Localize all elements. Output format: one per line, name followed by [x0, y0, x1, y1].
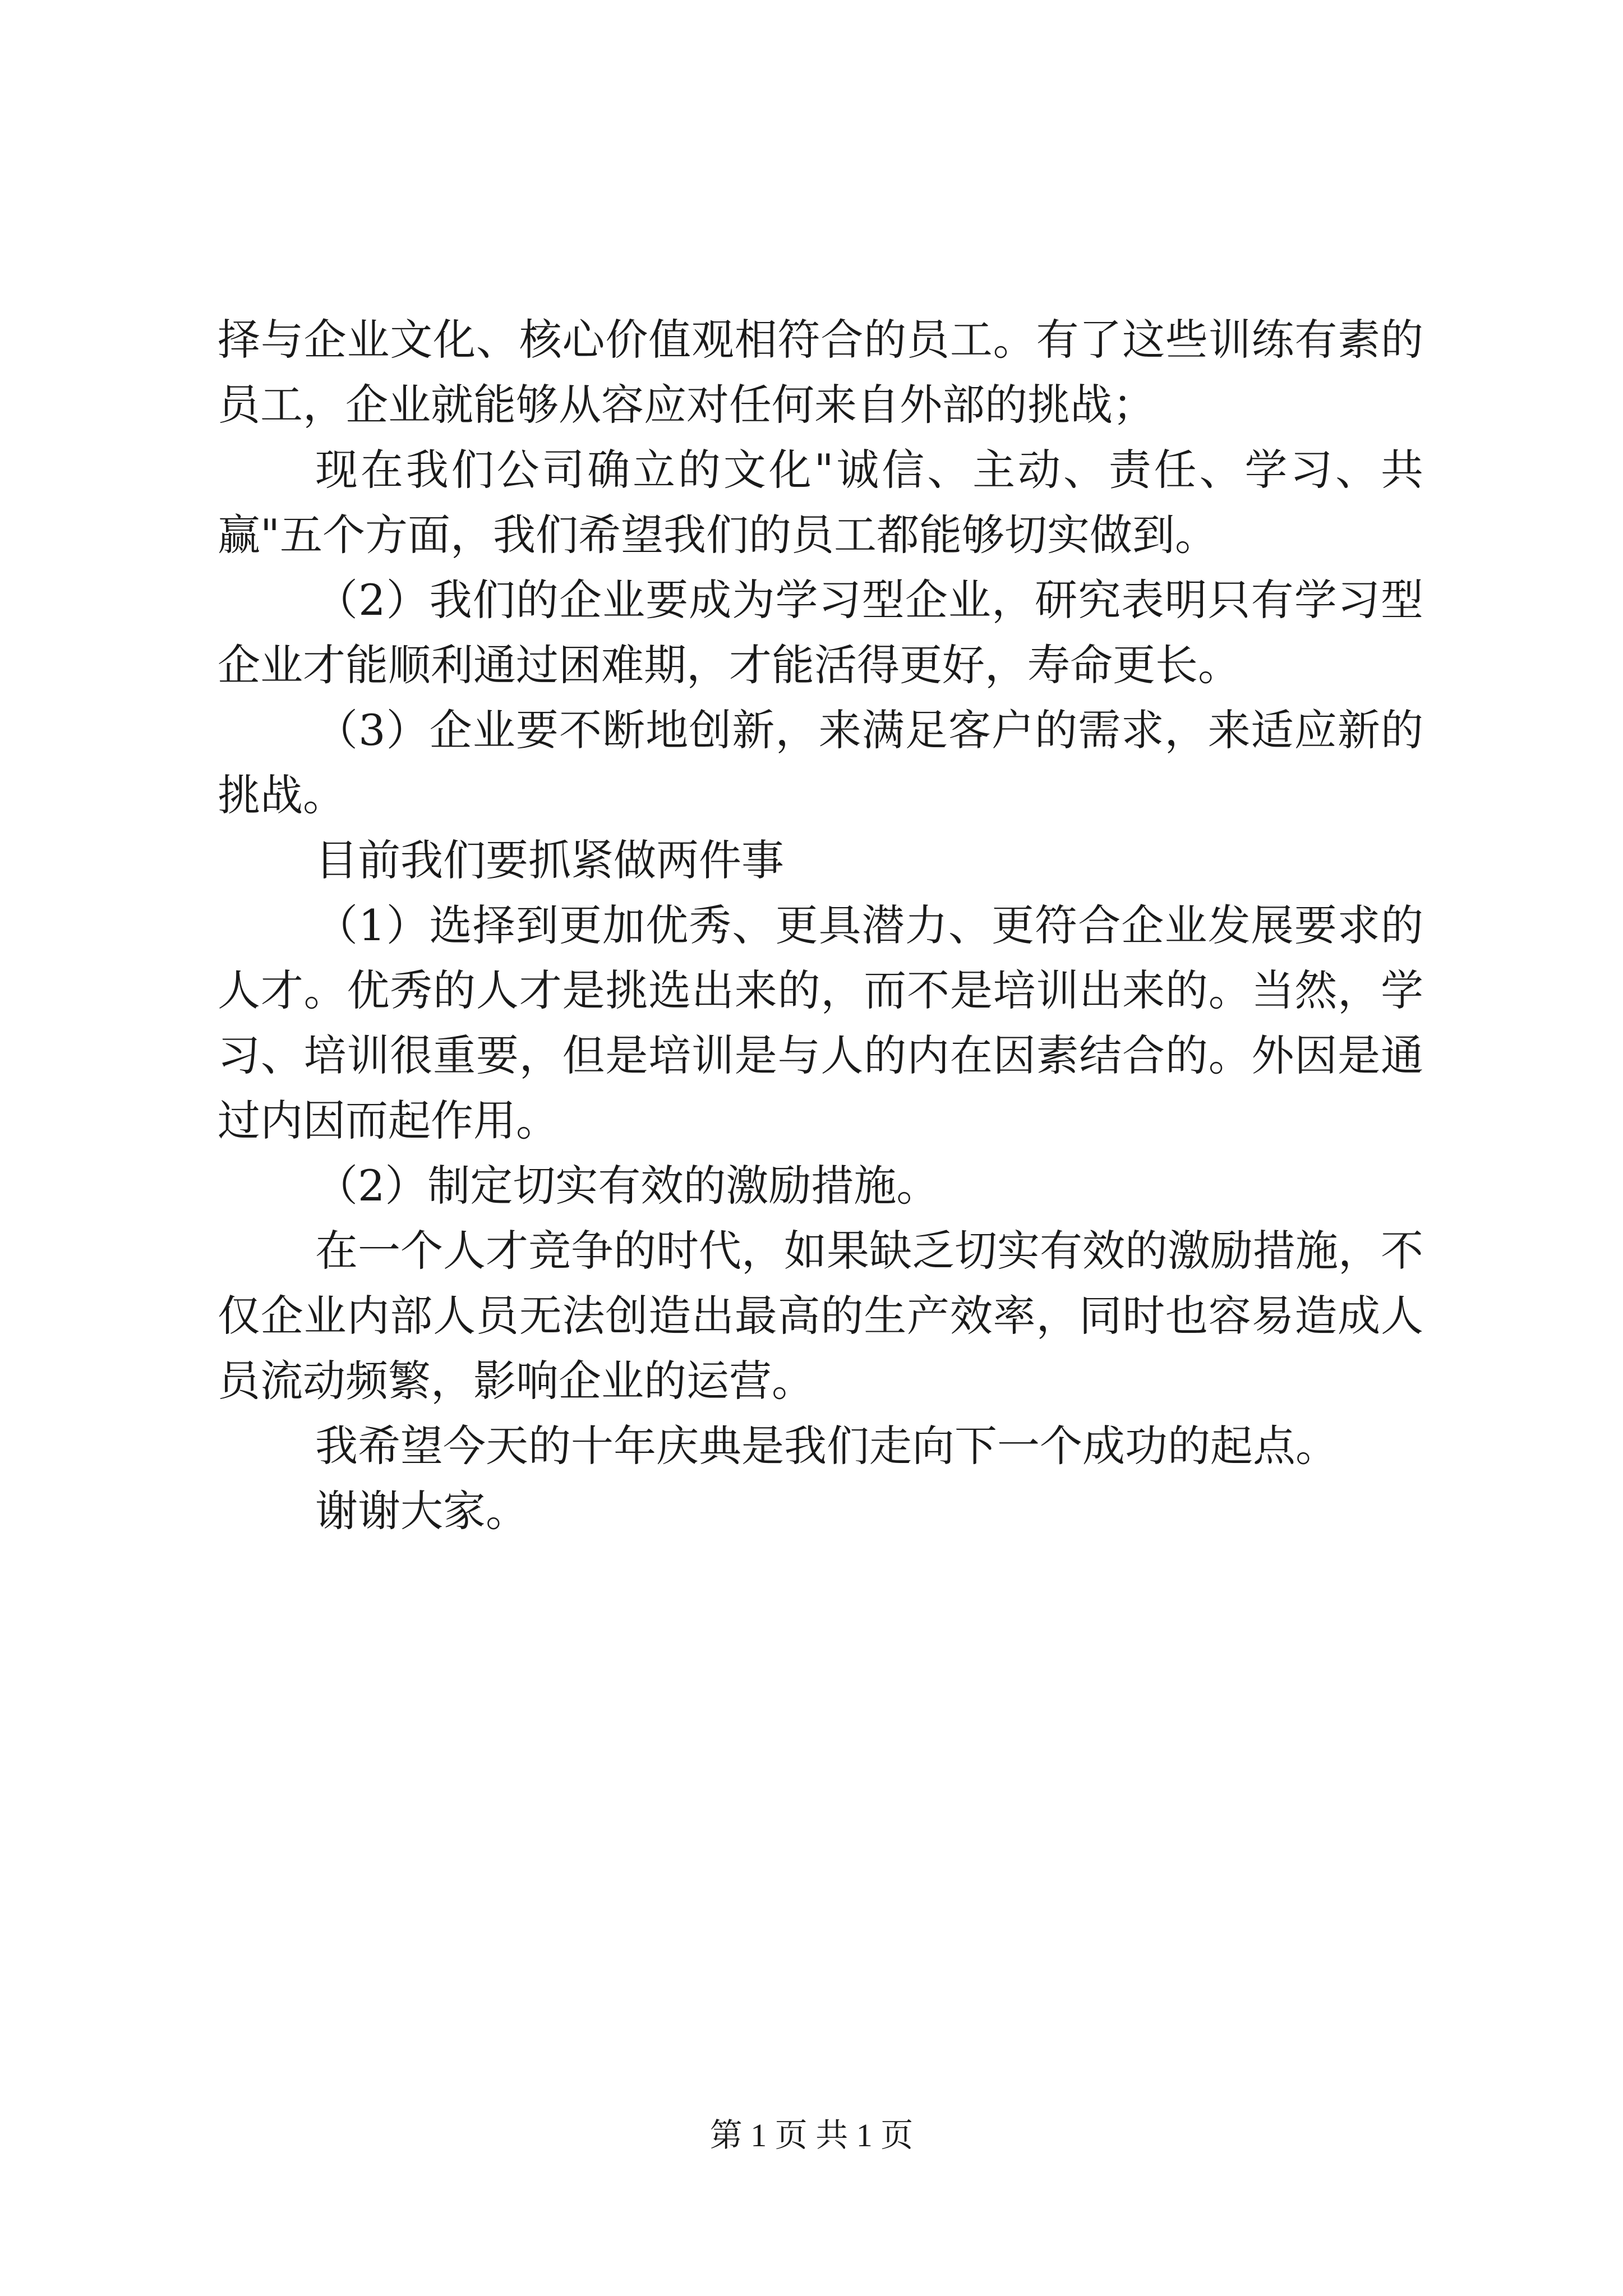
paragraph-innovation: （3）企业要不断地创新，来满足客户的需求，来适应新的挑战。 — [218, 705, 1423, 820]
paragraph-competition: 在一个人才竞争的时代，如果缺乏切实有效的激励措施，不仅企业内部人员无法创造出最高的生产效率，同时也容易造成人员流动频繁，影响企业的运营。 — [218, 1226, 1423, 1406]
paragraph-culture: 现在我们公司确立的文化"诚信、主动、责任、学习、共赢"五个方面，我们希望我们的员工都能够切实做到。 — [218, 445, 1423, 560]
paragraph-two-tasks: 目前我们要抓紧做两件事 — [315, 835, 784, 885]
document-body — [218, 307, 1423, 1544]
page-footer: 第 1 页 共 1 页 — [709, 2117, 914, 2154]
paragraph-continuation: 择与企业文化、核心价值观相符合的员工。有了这些训练有素的员工，企业就能够从容应对任何来自外部的挑战； — [218, 315, 1423, 430]
paragraph-thanks: 谢谢大家。 — [315, 1486, 528, 1536]
paragraph-learning-org: （2）我们的企业要成为学习型企业，研究表明只有学习型企业才能顺利通过困难期，才能活得更好，寿命更长。 — [218, 575, 1423, 690]
paragraph-incentive: （2）制定切实有效的激励措施。 — [315, 1161, 939, 1211]
paragraph-talent-selection: （1）选择到更加优秀、更具潜力、更符合企业发展要求的人才。优秀的人才是挑选出来的，而不是培训出来的。当然，学习、培训很重要，但是培训是与人的内在因素结合的。外因是通过内因而起作用。 — [218, 900, 1423, 1145]
paragraph-anniversary: 我希望今天的十年庆典是我们走向下一个成功的起点。 — [315, 1421, 1338, 1471]
